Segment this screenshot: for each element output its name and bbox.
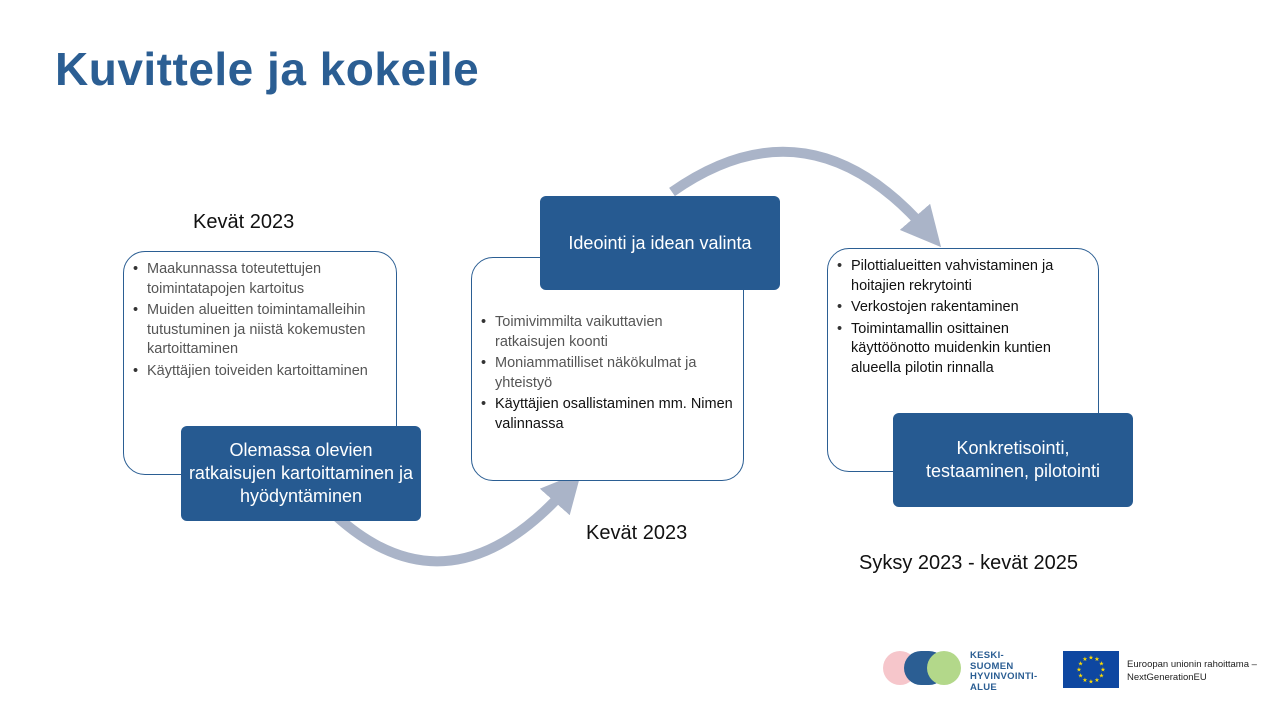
eu-star-icon: ★	[1094, 657, 1100, 664]
eu-star-icon: ★	[1094, 677, 1100, 684]
stage-2-bullet: • Käyttäjien osallistaminen mm. Nimen valinnassa	[481, 395, 733, 434]
logo-line: ALUE	[970, 681, 998, 693]
eu-star-icon: ★	[1077, 673, 1084, 680]
eu-star-icon: ★	[1077, 661, 1084, 668]
stage-2-bullet: • Moniammatilliset näkökulmat ja yhteistyö	[481, 354, 733, 393]
stage-3-heading: Konkretisointi, testaaminen, pilotointi	[893, 413, 1133, 507]
logo-line: SUOMEN	[970, 660, 1014, 672]
stage-2-date: Kevät 2023	[586, 522, 688, 544]
eu-star-icon: ★	[1098, 661, 1105, 668]
stage-1-bullet: • Käyttäjien toiveiden kartoittaminen	[133, 362, 386, 382]
eu-star-icon: ★	[1082, 657, 1088, 664]
hyvinvointialue-logo-icon	[882, 649, 964, 689]
eu-star-icon: ★	[1082, 677, 1088, 684]
stage-3-bullet: • Toimintamallin osittainen käyttöönotto muidenkin kuntien alueella pilotin rinnalla	[837, 320, 1088, 379]
stage-3-bullet: • Verkostojen rakentaminen	[837, 298, 1088, 318]
slide-title: Kuvittele ja kokeile	[55, 43, 480, 95]
stage-1-bullet: • Maakunnassa toteutettujen toimintatapojen kartoitus	[133, 260, 386, 299]
logo-line: KESKI-	[970, 650, 1004, 661]
stage-1-bullet: • Muiden alueitten toimintamalleihin tutustuminen ja niistä kokemusten kartoittaminen	[133, 301, 386, 360]
stage-1-date: Kevät 2023	[193, 211, 295, 233]
stage-3-bullet: • Pilottialueitten vahvistaminen ja hoitajien rekrytointi	[837, 257, 1088, 296]
stage-1-heading: Olemassa olevien ratkaisujen kartoittaminen ja hyödyntäminen	[181, 426, 421, 521]
eu-star-icon: ★	[1088, 679, 1094, 686]
stage-2-box	[471, 257, 744, 481]
eu-funding-text	[1127, 658, 1257, 684]
eu-star-icon: ★	[1098, 673, 1105, 680]
eu-star-icon: ★	[1100, 667, 1106, 674]
eu-flag-icon	[1063, 651, 1119, 688]
stage-2-bullet: • Toimivimmilta vaikuttavien ratkaisujen koonti	[481, 313, 733, 352]
eu-line: Euroopan unionin rahoittama –	[1127, 659, 1257, 670]
eu-line: NextGenerationEU	[1127, 672, 1207, 683]
stage-2-heading: Ideointi ja idean valinta	[540, 196, 780, 290]
logo-line: HYVINVOINTI-	[970, 671, 1038, 682]
eu-star-icon: ★	[1076, 667, 1082, 674]
eu-star-icon: ★	[1088, 655, 1094, 662]
hyvinvointialue-logo-text	[970, 651, 1037, 693]
stage-3-date: Syksy 2023 - kevät 2025	[859, 552, 1079, 574]
